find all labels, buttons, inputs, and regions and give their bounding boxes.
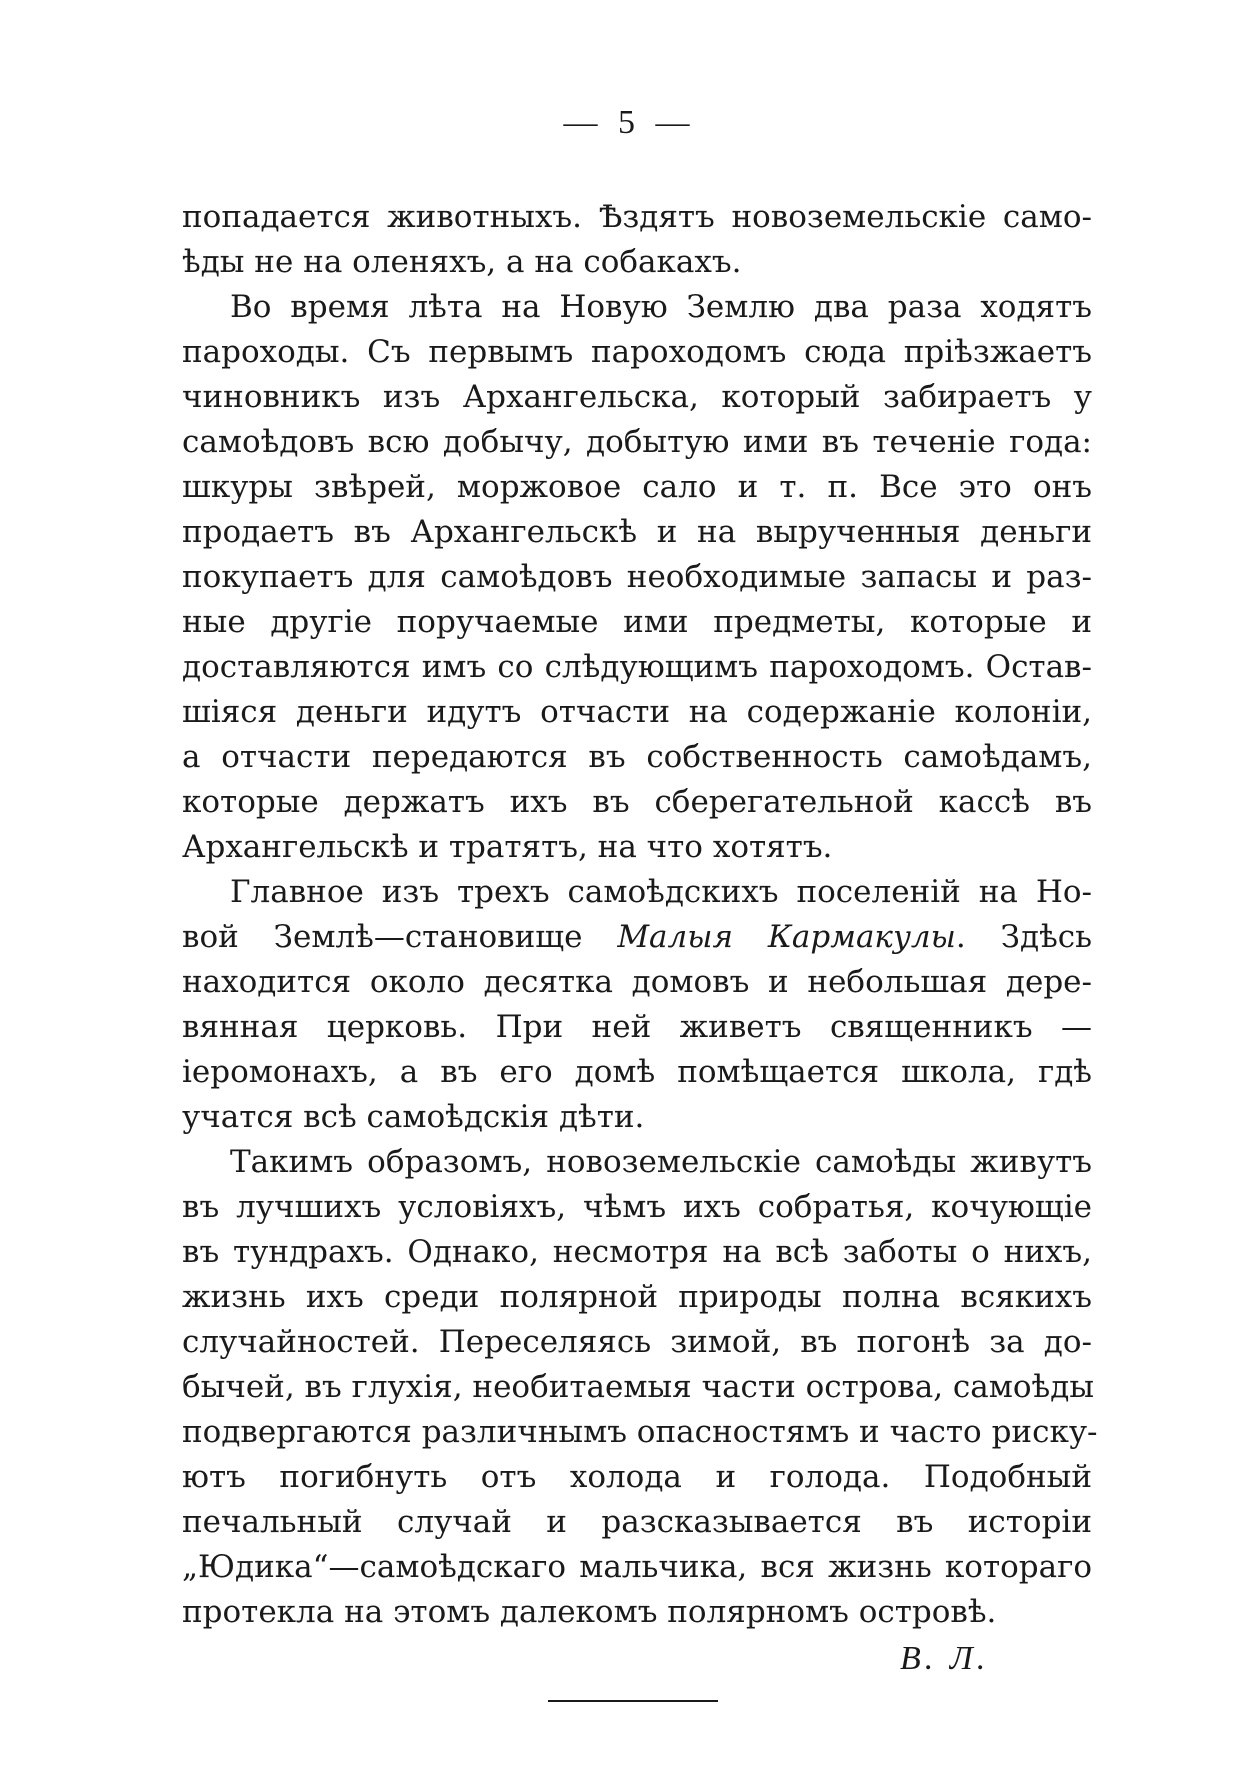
text-line: Во время лѣта на Новую Землю два раза ходятъ xyxy=(230,289,1092,325)
text-line: доставляются имъ со слѣдующимъ пароходомъ. Остав- xyxy=(182,649,1092,685)
text-line: Главное изъ трехъ самоѣдскихъ поселеній на Но- xyxy=(230,874,1092,910)
text-line: находится около десятка домовъ и небольшая дере- xyxy=(182,964,1092,1000)
text-line: шкуры звѣрей, моржовое сало и т. п. Все это онъ xyxy=(182,469,1092,505)
text-line: бычей, въ глухія, необитаемыя части острова, самоѣды xyxy=(182,1369,1094,1405)
text-line: вой Землѣ—становище Малыя Кармакулы. Здѣсь xyxy=(182,919,1092,955)
text-line: которые держатъ ихъ въ сберегательной кассѣ въ xyxy=(182,784,1092,820)
text-line: печальный случай и разсказывается въ исторіи xyxy=(182,1504,1092,1540)
text-line: іеромонахъ, а въ его домѣ помѣщается школа, гдѣ xyxy=(182,1054,1092,1090)
text-line: вянная церковь. При ней живетъ священникъ — xyxy=(182,1009,1092,1045)
text-line: въ лучшихъ условіяхъ, чѣмъ ихъ собратья, кочующіе xyxy=(182,1189,1092,1225)
text-line: ютъ погибнуть отъ холода и голода. Подобный xyxy=(182,1459,1092,1495)
text-line: продаетъ въ Архангельскѣ и на вырученныя деньги xyxy=(182,514,1092,550)
place-name-italic: Малыя Кармакулы xyxy=(617,919,956,955)
text-line: Такимъ образомъ, новоземельскіе самоѣды живутъ xyxy=(230,1144,1092,1180)
text-line: въ тундрахъ. Однако, несмотря на всѣ заботы о нихъ, xyxy=(182,1234,1092,1270)
text-line: попадается животныхъ. Ѣздятъ новоземельскіе само- xyxy=(182,199,1092,235)
text-line: а отчасти передаются въ собственность самоѣдамъ, xyxy=(182,739,1092,775)
page-number: — 5 — xyxy=(563,104,696,141)
text-line: „Юдика“—самоѣдскаго мальчика, вся жизнь котораго xyxy=(182,1549,1092,1585)
text-line: пароходы. Съ первымъ пароходомъ сюда пріѣзжаетъ xyxy=(182,334,1092,370)
body-text xyxy=(182,195,1098,1635)
text-line: ные другіе поручаемые ими предметы, которые и xyxy=(182,604,1092,640)
text-line: ѣды не на оленяхъ, а на собакахъ. xyxy=(182,244,742,280)
author-signature: В. Л. xyxy=(900,1640,990,1677)
text-line: чиновникъ изъ Архангельска, который забираетъ у xyxy=(182,379,1092,415)
text-line: протекла на этомъ далекомъ полярномъ островѣ. xyxy=(182,1594,997,1630)
end-rule-divider xyxy=(548,1700,718,1702)
text-line: учатся всѣ самоѣдскія дѣти. xyxy=(182,1099,645,1135)
text-line: самоѣдовъ всю добычу, добытую ими въ теченіе года: xyxy=(182,424,1092,460)
text-line: покупаетъ для самоѣдовъ необходимые запасы и раз- xyxy=(182,559,1092,595)
text-line: жизнь ихъ среди полярной природы полна всякихъ xyxy=(182,1279,1092,1315)
text-line: подвергаются различнымъ опасностямъ и часто риску- xyxy=(182,1414,1098,1450)
text-line: Архангельскѣ и тратятъ, на что хотятъ. xyxy=(182,829,833,865)
text-line: шіяся деньги идутъ отчасти на содержаніе колоніи, xyxy=(182,694,1092,730)
text-line: случайностей. Переселяясь зимой, въ погонѣ за до- xyxy=(182,1324,1092,1360)
